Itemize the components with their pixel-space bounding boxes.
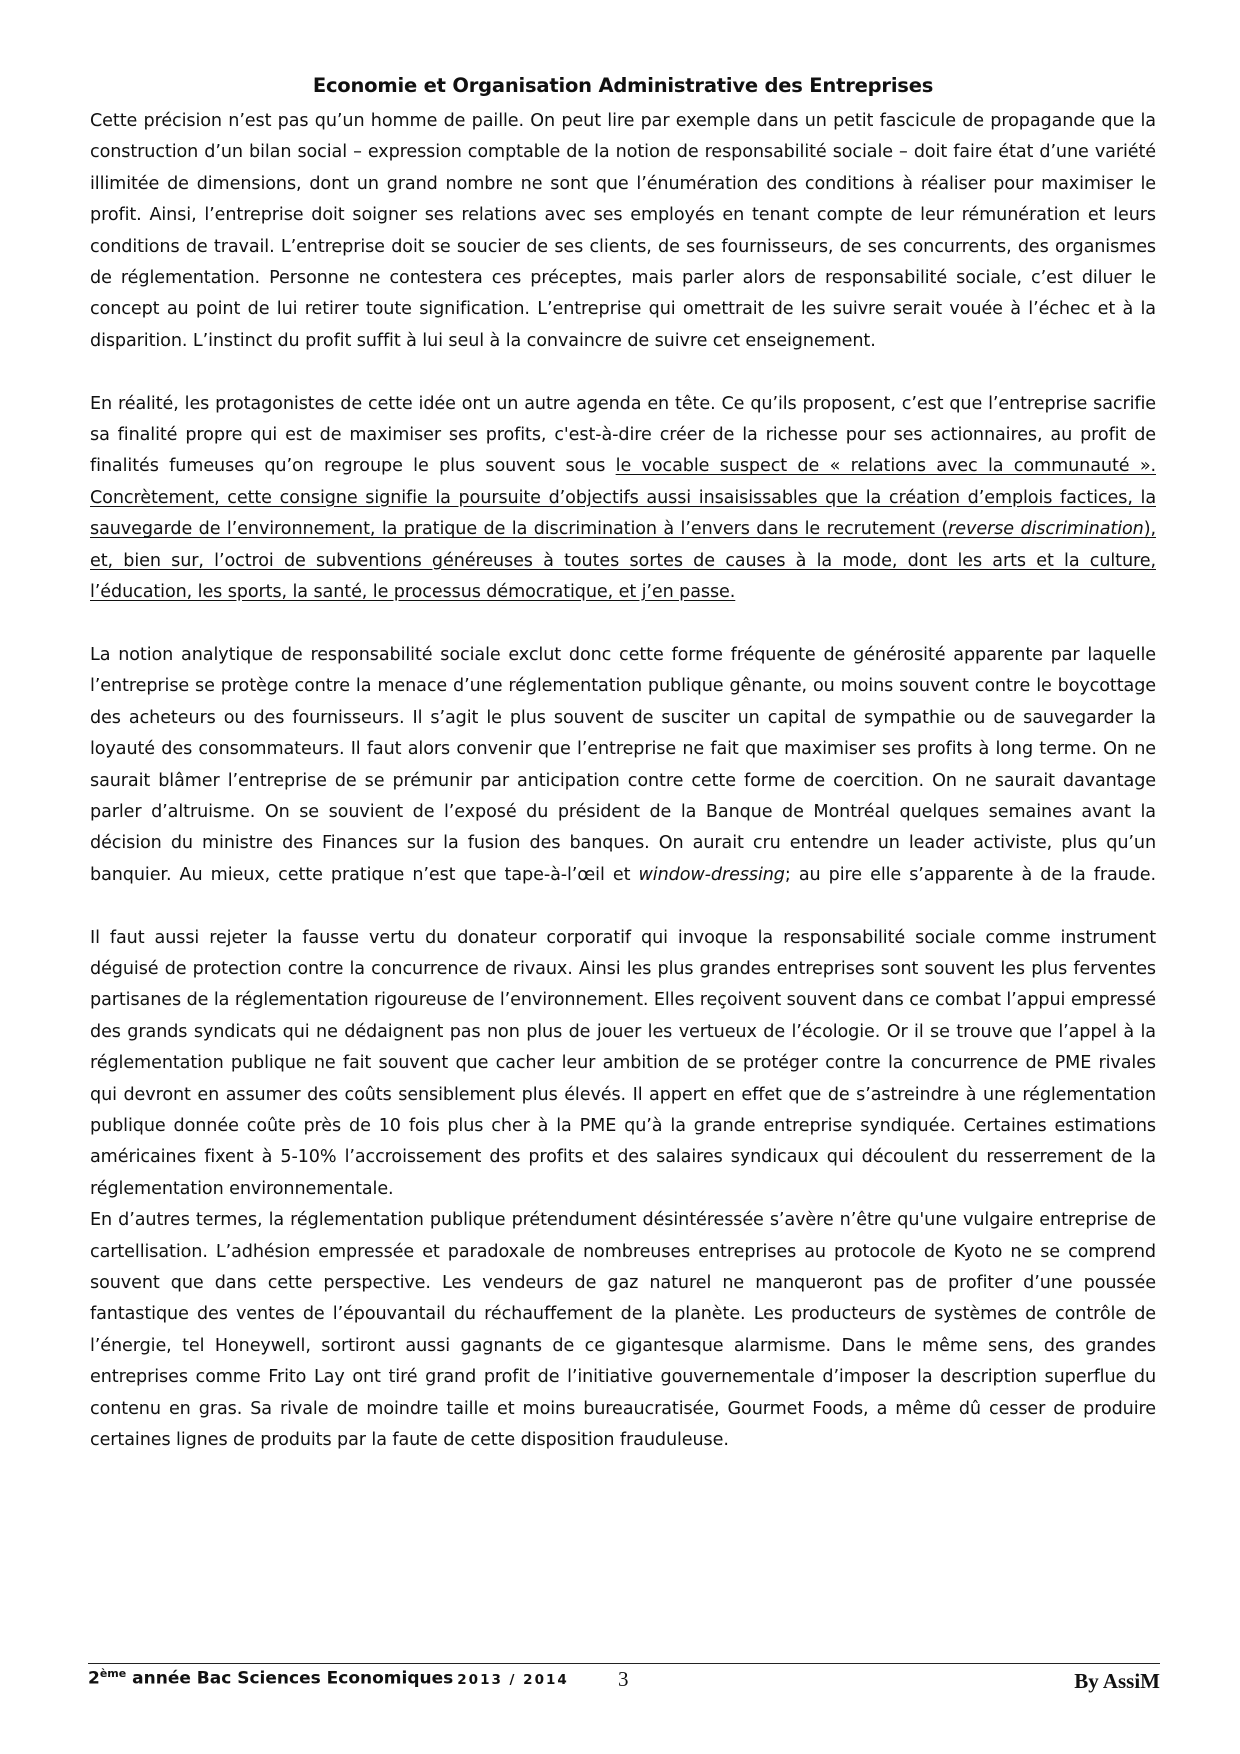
grade-superscript: ème xyxy=(99,1667,127,1680)
underlined-italic-term: reverse discrimination xyxy=(948,519,1144,540)
page-number: 3 xyxy=(618,1667,629,1691)
footer-divider xyxy=(88,1663,1160,1664)
paragraph-3-italic-term: window-dressing xyxy=(638,864,785,885)
footer-author: By AssiM xyxy=(1074,1669,1160,1693)
paragraph-2-text: En réalité, les protagonistes de cette idée ont un autre agenda en tête. Ce qu’ils proposent, c’est que l’entreprise sacrifie sa finalité propre qui est de maximiser ses profits, c'est-à-dire créer de la richesse pour ses actionnaires, au profit de finalités fumeuses qu’on regroupe le plus souvent sous xyxy=(90,393,1156,477)
grade-number: 2 xyxy=(88,1668,100,1689)
page-header-title: Economie et Organisation Administrative des Entreprises xyxy=(312,74,934,97)
paragraph-4: Il faut aussi rejeter la fausse vertu du donateur corporatif qui invoque la responsabilité sociale comme instrument déguisé de protection contre la concurrence de rivaux. Ainsi les plus grandes entreprises sont souvent les plus ferventes partisanes de la réglementation rigoureuse de l’environnement. Elles reçoivent souvent dans ce combat l’appui empressé des grands syndicats qui ne dédaignent pas non plus de jouer les vertueux de l’écologie. Or il se trouve que l’appel à la réglementation publique ne fait souvent que cacher leur ambition de se protéger contre la concurrence de PME rivales qui devront en assumer des coûts sensiblement plus élevés. Il appert en effet que de s’astreindre à une réglementation publique donnée coûte près de 10 fois plus cher à la PME qu’à la grande entreprise syndiquée. Certaines estimations américaines fixent à 5-10% l’accroissement des profits et des salaires syndicaux qui découlent du resserrement de la réglementation environnementale. xyxy=(90,927,1156,1199)
paragraph-3 xyxy=(90,640,1156,891)
underlined-text-b: ), et, bien sur, l’octroi de subventions généreuses à toutes sortes de causes à la mode, dont les arts et la culture, l’éducation, les sports, la santé, le processus démocratique, et j’en passe. xyxy=(90,519,1156,603)
footer-year: 2013 / 2014 xyxy=(457,1671,569,1688)
paragraph-spacer xyxy=(90,608,1156,639)
paragraph-spacer xyxy=(90,357,1156,388)
paragraph-3-text-a: La notion analytique de responsabilité sociale exclut donc cette forme fréquente de générosité apparente par laquelle l’entreprise se protège contre la menace d’une réglementation publique gênante, ou moins souvent contre le boycottage des acheteurs ou des fournisseurs. Il s’agit le plus souvent de susciter un capital de sympathie ou de sauvegarder la loyauté des consommateurs. Il faut alors convenir que l’entreprise ne fait que maximiser ses profits à long terme. On ne saurait blâmer l’entreprise de se prémunir par anticipation contre cette forme de coercition. On ne saurait davantage parler d’altruisme. On se souvient de l’exposé du président de la Banque de Montréal quelques semaines avant la décision du ministre des Finances sur la fusion des banques. On aurait cru entendre un leader activiste, plus qu’un banquier. Au mieux, cette pratique n’est que tape-à-l’œil et xyxy=(90,644,1156,885)
underlined-text-a: le vocable suspect de « relations avec la communauté ». Concrètement, cette consigne signifie la poursuite d’objectifs aussi insaisissables que la création d’emplois factices, la sauvegarde de l’environnement, la pratique de la discrimination à l’envers dans le recrutement ( xyxy=(90,456,1156,540)
paragraph-2 xyxy=(90,389,1156,609)
paragraph-2-underlined xyxy=(90,456,1156,602)
footer-course-label xyxy=(88,1667,569,1689)
page-footer xyxy=(88,1667,1160,1697)
paragraph-spacer xyxy=(90,891,1156,922)
document-body xyxy=(90,106,1156,1456)
paragraph-3-text-b: ; au pire elle s’apparente à de la fraude. xyxy=(784,864,1156,885)
grade-text: année Bac Sciences Economiques xyxy=(126,1668,454,1689)
paragraph-1: Cette précision n’est pas qu’un homme de paille. On peut lire par exemple dans un petit fascicule de propagande que la construction d’un bilan social – expression comptable de la notion de responsabilité sociale – doit faire état d’une variété illimitée de dimensions, dont un grand nombre ne sont que l’énumération des conditions à réaliser pour maximiser le profit. Ainsi, l’entreprise doit soigner ses relations avec ses employés en tenant compte de leur rémunération et leurs conditions de travail. L’entreprise doit se soucier de ses clients, de ses fournisseurs, de ses concurrents, des organismes de réglementation. Personne ne contestera ces préceptes, mais parler alors de responsabilité sociale, c’est diluer le concept au point de lui retirer toute signification. L’entreprise qui omettrait de les suivre serait vouée à l’échec et à la disparition. L’instinct du profit suffit à lui seul à la convaincre de suivre cet enseignement. xyxy=(90,111,1156,351)
paragraph-5: En d’autres termes, la réglementation publique prétendument désintéressée s’avère n’être qu'une vulgaire entreprise de cartellisation. L’adhésion empressée et paradoxale de nombreuses entreprises au protocole de Kyoto ne se comprend souvent que dans cette perspective. Les vendeurs de gaz naturel ne manqueront pas de profiter d’une poussée fantastique des ventes de l’épouvantail du réchauffement de la planète. Les producteurs de systèmes de contrôle de l’énergie, tel Honeywell, sortiront aussi gagnants de ce gigantesque alarmisme. Dans le même sens, des grandes entreprises comme Frito Lay ont tiré grand profit de l’initiative gouvernementale d’imposer la description superflue du contenu en gras. Sa rivale de moindre taille et moins bureaucratisée, Gourmet Foods, a même dû cesser de produire certaines lignes de produits par la faute de cette disposition frauduleuse. xyxy=(90,1210,1156,1451)
